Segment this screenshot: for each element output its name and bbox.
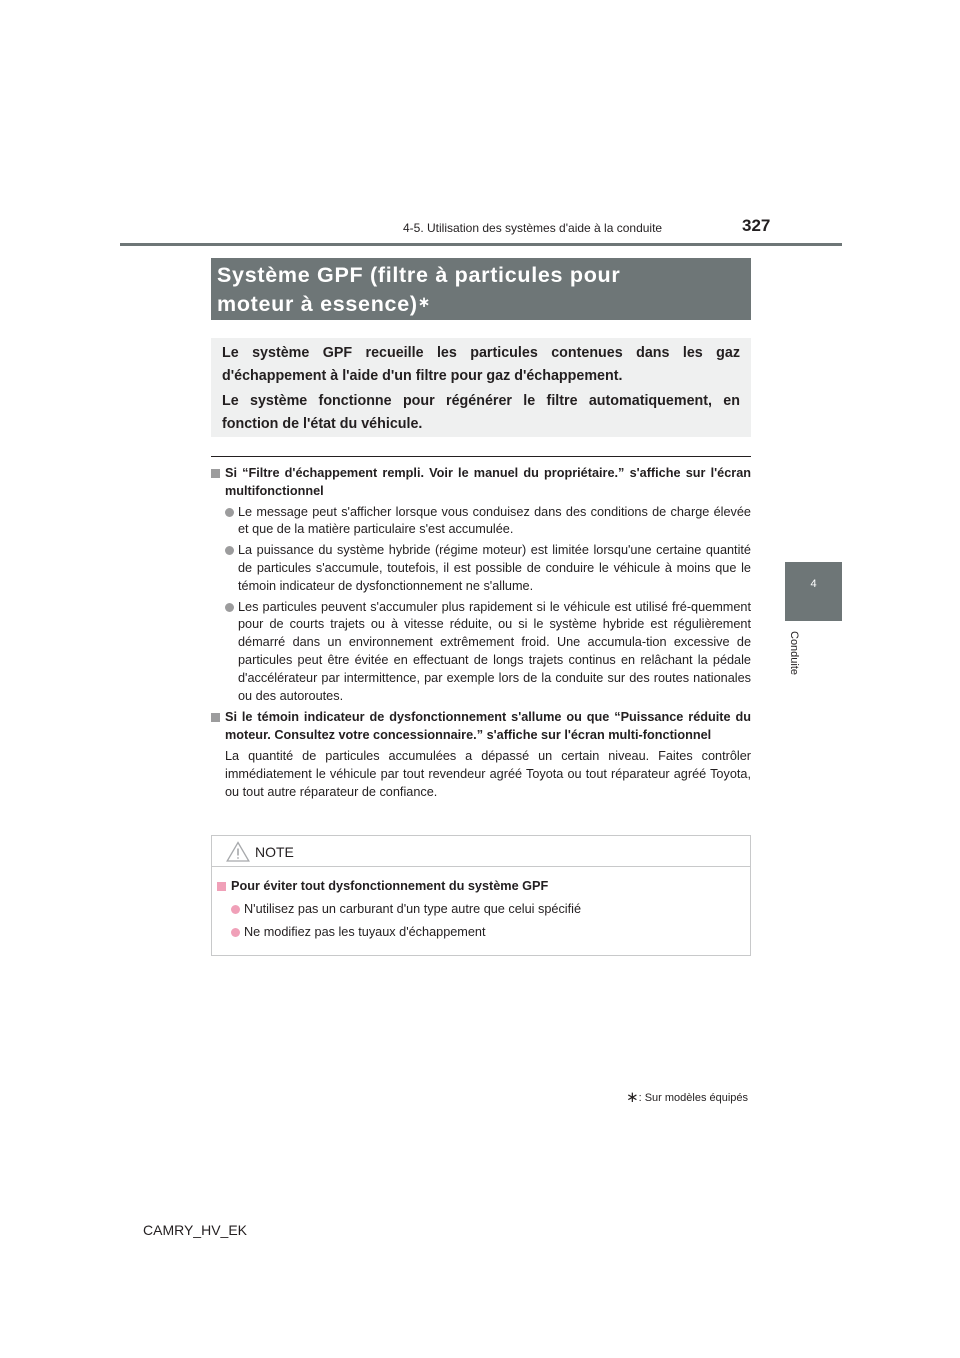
square-bullet-icon bbox=[211, 713, 220, 722]
list-item-text: Les particules peuvent s'accumuler plus rapidement si le véhicule est utilisé fré-quemment pour de courts trajets ou à vitesse réduite, ou si le système hybride est régulièrement démarré dans un environnement extrêmement froid. Une accumula-tion excessive de particules peut être évitée en effectuant de longs trajets continus en relâchant la pédale d'accélérateur par intermittence, par exemple lors de la conduite sur des routes nationales ou des autoroutes. bbox=[238, 599, 751, 703]
paragraph: La quantité de particules accumulées a dépassé un certain niveau. Faites contrôler immédiatement le véhicule par tout revendeur agréé Toyota ou tout réparateur agréé Toyota, ou tout autre réparateur de confiance. bbox=[225, 748, 751, 799]
square-bullet-icon bbox=[211, 469, 220, 478]
list-item bbox=[211, 504, 751, 540]
chapter-tab bbox=[785, 562, 842, 621]
body-content bbox=[211, 465, 751, 801]
note-list-item-text: N'utilisez pas un carburant d'un type autre que celui spécifié bbox=[244, 901, 582, 916]
title-line-2-text: moteur à essence) bbox=[217, 292, 418, 316]
title-line-2 bbox=[217, 289, 751, 318]
header-rule bbox=[120, 243, 842, 246]
asterisk-icon: ∗ bbox=[626, 1089, 639, 1106]
chapter-number: 4 bbox=[810, 578, 817, 590]
circle-bullet-icon bbox=[225, 546, 234, 555]
subheading-text: Si le témoin indicateur de dysfonctionnement s'allume ou que “Puissance réduite du moteur. Consultez votre concessionnaire.” s'affiche sur l'écran multi-fonctionnel bbox=[225, 710, 751, 743]
note-header bbox=[212, 836, 750, 867]
note-body bbox=[217, 878, 742, 941]
model-code: CAMRY_HV_EK bbox=[143, 1222, 248, 1238]
note-list-item bbox=[217, 924, 742, 942]
circle-bullet-icon bbox=[225, 508, 234, 517]
note-list-item-text: Ne modifiez pas les tuyaux d'échappement bbox=[244, 924, 486, 939]
asterisk-icon: ∗ bbox=[417, 294, 431, 311]
list-item bbox=[211, 542, 751, 595]
note-box bbox=[211, 835, 751, 956]
intro-paragraph: Le système GPF recueille les particules contenues dans les gaz d'échappement à l'aide d'un filtre pour gaz d'échappement. bbox=[222, 345, 740, 384]
subheading bbox=[211, 465, 751, 501]
section-title bbox=[211, 258, 751, 320]
title-line-1: Système GPF (filtre à particules pour bbox=[217, 263, 621, 287]
chapter-label-text: Conduite bbox=[788, 631, 800, 676]
subheading bbox=[211, 709, 751, 745]
circle-bullet-icon bbox=[231, 905, 240, 914]
warning-icon bbox=[226, 841, 250, 862]
note-subheading-text: Pour éviter tout dysfonctionnement du système GPF bbox=[231, 879, 549, 893]
page-number: 327 bbox=[742, 216, 771, 235]
chapter-label bbox=[788, 631, 808, 691]
note-subheading bbox=[217, 878, 742, 896]
square-bullet-icon bbox=[217, 882, 226, 891]
intro-paragraph: Le système fonctionne pour régénérer le filtre automatiquement, en fonction de l'état du véhicule. bbox=[222, 393, 740, 432]
intro-box bbox=[211, 338, 751, 437]
list-item-text: La puissance du système hybride (régime moteur) est limitée lorsqu'une certaine quantité de particules s'accumule, toutefois, il est possible de conduire le véhicule à moins que le témoin indicateur de dysfonctionnement ne s'allume. bbox=[238, 543, 751, 593]
note-label: NOTE bbox=[255, 844, 294, 860]
footnote bbox=[626, 1088, 748, 1106]
note-list-item bbox=[217, 901, 742, 919]
list-item-text: Le message peut s'afficher lorsque vous conduisez dans des conditions de charge élevée et que de la matière particulaire s'est accumulée. bbox=[238, 504, 751, 537]
list-item bbox=[211, 599, 751, 706]
footnote-text: : Sur modèles équipés bbox=[638, 1092, 749, 1104]
circle-bullet-icon bbox=[231, 928, 240, 937]
subheading-text: Si “Filtre d'échappement rempli. Voir le manuel du propriétaire.” s'affiche sur l'écran multifonctionnel bbox=[225, 466, 751, 498]
section-header: 4-5. Utilisation des systèmes d'aide à la conduite bbox=[403, 221, 663, 235]
separator-rule bbox=[211, 456, 751, 457]
circle-bullet-icon bbox=[225, 603, 234, 612]
